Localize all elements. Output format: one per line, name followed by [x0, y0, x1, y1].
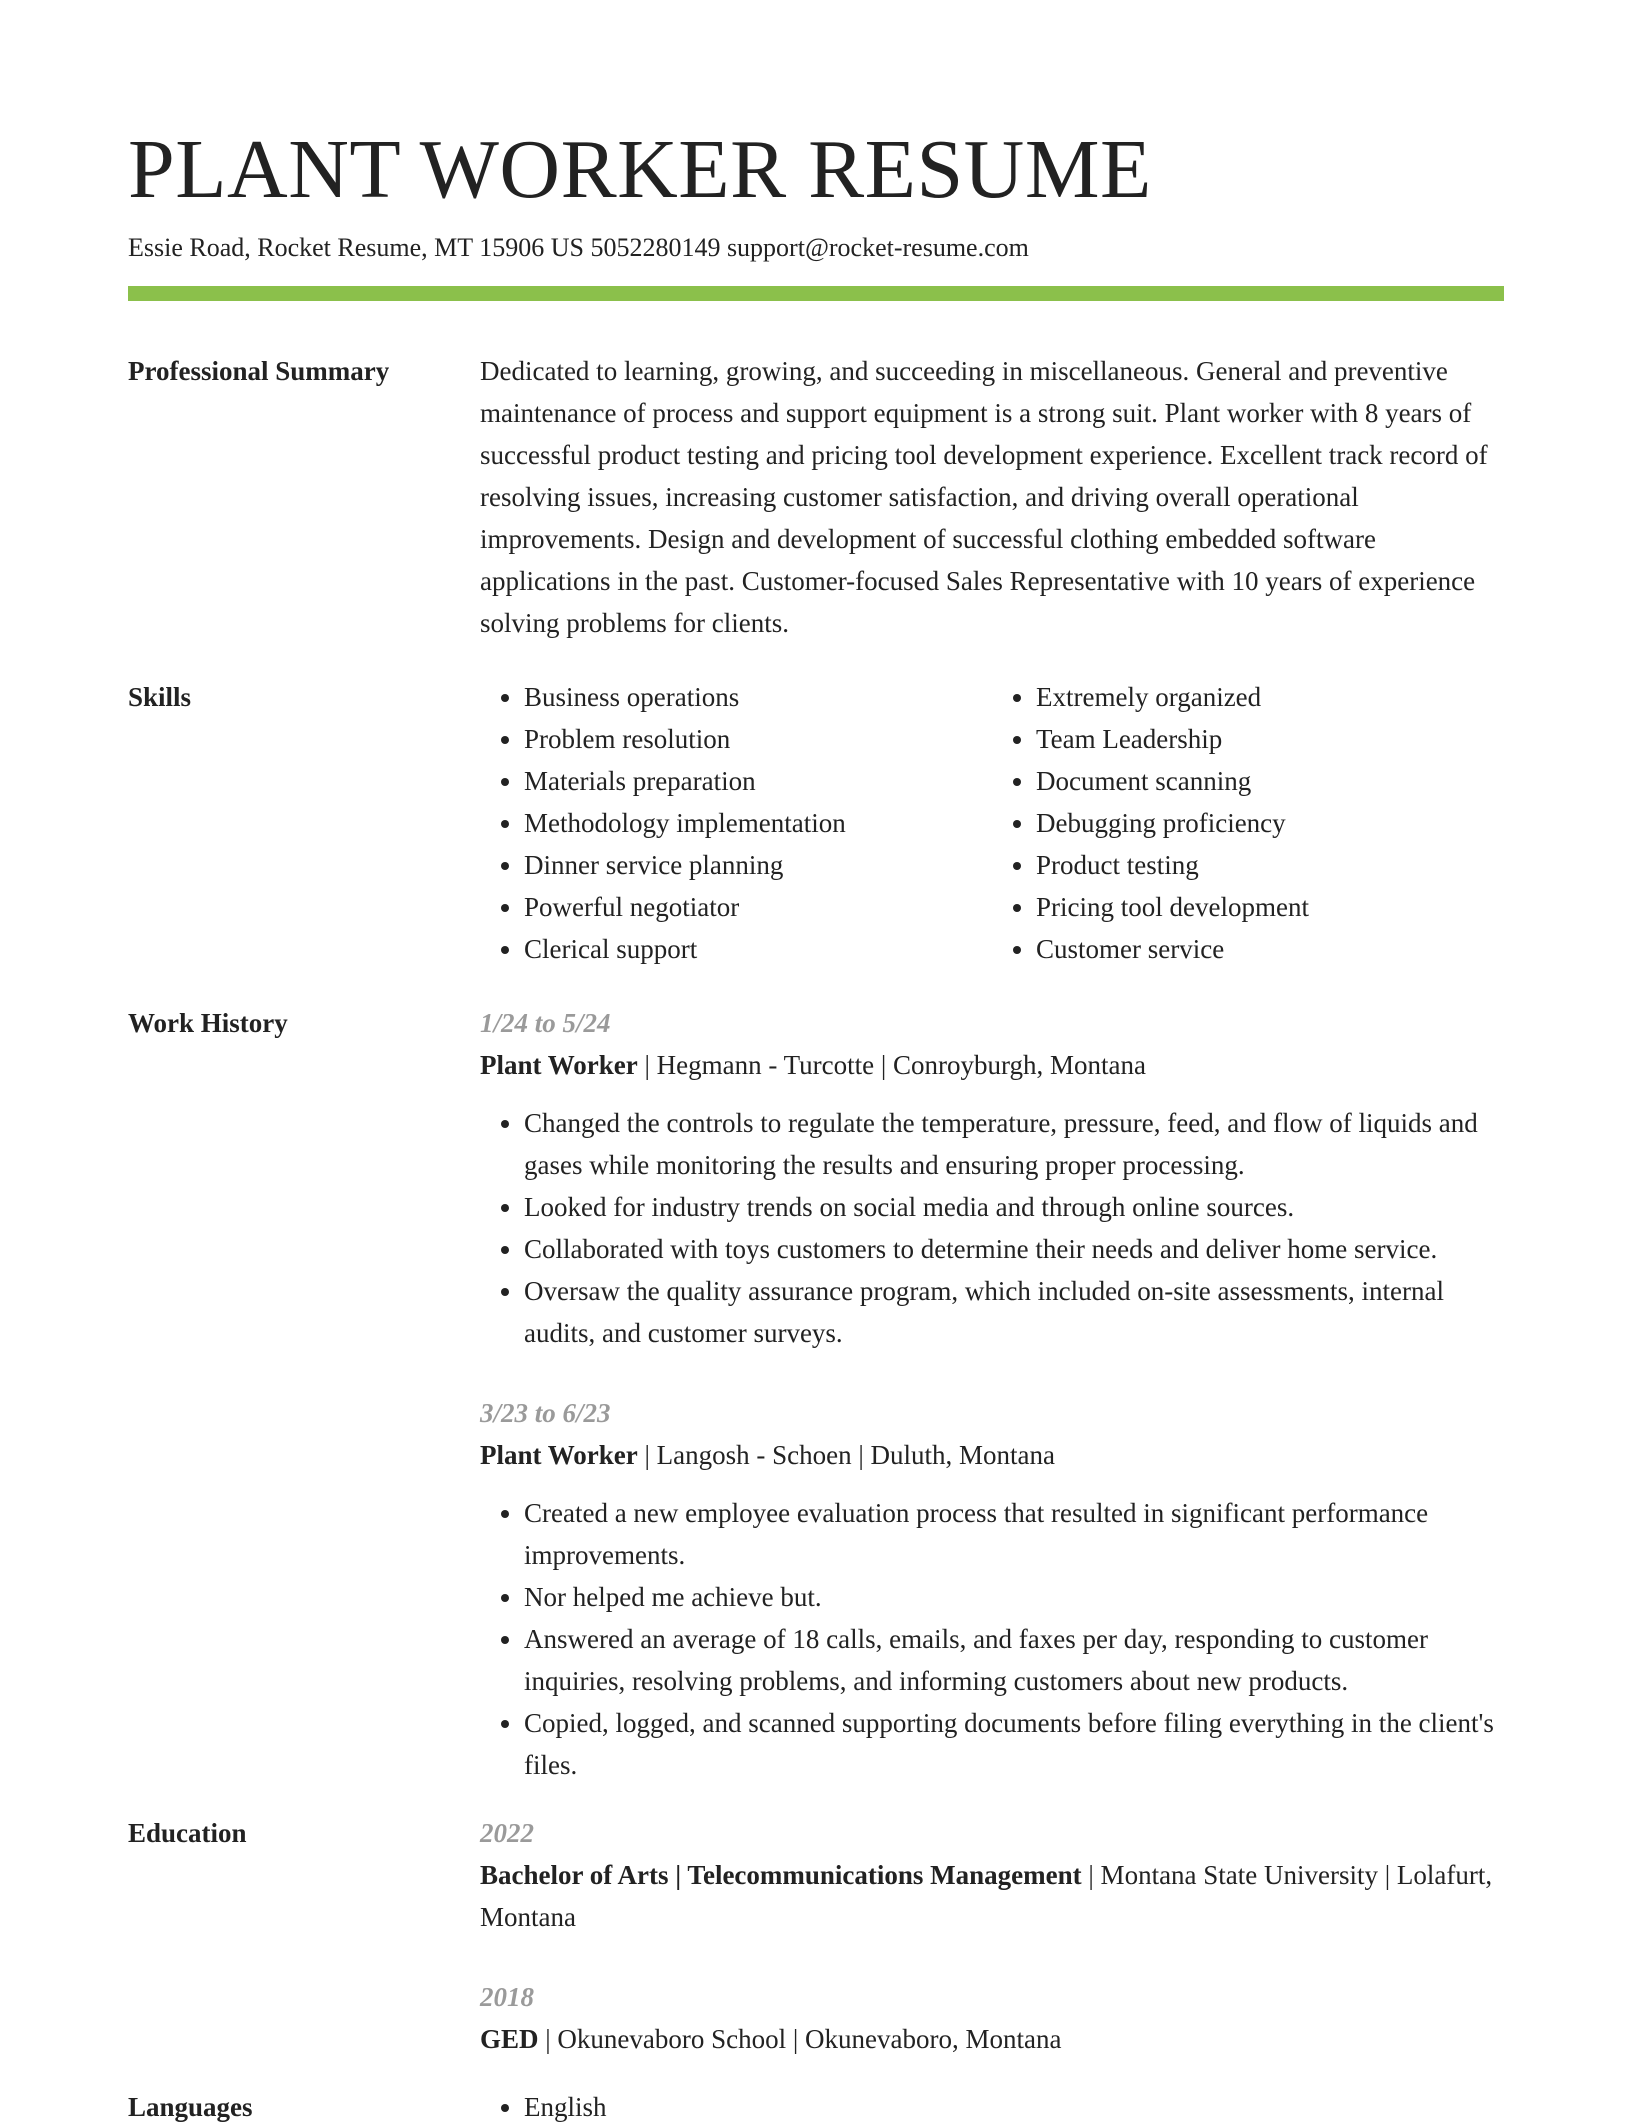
- job-bullet: • Nor helped me achieve but.: [524, 1576, 1504, 1618]
- education-label: Education: [128, 1818, 247, 1848]
- job-bullet: • Changed the controls to regulate the temperature, pressure, feed, and flow of liquids and gases while monitoring the results and ensuring proper processing.: [524, 1102, 1504, 1186]
- skills-list-right: [992, 676, 1504, 970]
- education-degree: GED: [480, 2024, 539, 2054]
- skill-item: • Pricing tool development: [1036, 886, 1504, 928]
- job-entry: [480, 1392, 1504, 1786]
- skill-item: • Debugging proficiency: [1036, 802, 1504, 844]
- education-details: | Okunevaboro School | Okunevaboro, Montana: [538, 2024, 1062, 2054]
- job-entry: [480, 1002, 1504, 1354]
- education-year: 2018: [480, 1982, 534, 2012]
- job-bullet: • Oversaw the quality assurance program, which included on-site assessments, internal audits, and customer surveys.: [524, 1270, 1504, 1354]
- skill-item: • Dinner service planning: [524, 844, 992, 886]
- summary-label: Professional Summary: [128, 356, 390, 386]
- skill-item: • Materials preparation: [524, 760, 992, 802]
- education-entry: [480, 1976, 1504, 2060]
- skill-item: • Extremely organized: [1036, 676, 1504, 718]
- job-bullet: • Created a new employee evaluation process that resulted in significant performance improvements.: [524, 1492, 1504, 1576]
- languages-list: [480, 2086, 1028, 2128]
- education-body: [480, 1812, 1504, 2098]
- work-history-body: [480, 1002, 1504, 1786]
- skill-item: • Team Leadership: [1036, 718, 1504, 760]
- summary-body: [480, 350, 1504, 644]
- skill-item: • Powerful negotiator: [524, 886, 992, 928]
- job-bullet: • Looked for industry trends on social media and through online sources.: [524, 1186, 1504, 1228]
- skills-list-left: [480, 676, 992, 970]
- job-dates: 3/23 to 6/23: [480, 1398, 611, 1428]
- job-bullet: • Copied, logged, and scanned supporting documents before filing everything in the client's files.: [524, 1702, 1504, 1786]
- contact-line: Essie Road, Rocket Resume, MT 15906 US 5052280149 support@rocket-resume.com: [128, 233, 1029, 262]
- skills-label: Skills: [128, 682, 192, 712]
- education-entry: [480, 1812, 1504, 1938]
- skill-item: • Clerical support: [524, 928, 992, 970]
- education-heading: [480, 1854, 1504, 1938]
- summary-text: Dedicated to learning, growing, and succeeding in miscellaneous. General and preventive maintenance of process and support equipment is a strong suit. Plant worker with 8 years of successful product testing and pricing tool development experience. Excellent track record of resolving issues, increasing customer satisfaction, and driving overall operational improvements. Design and development of successful clothing embedded software applications in the past. Customer-focused Sales Representative with 10 years of experience solving problems for clients.: [480, 356, 1488, 638]
- job-bullet: • Answered an average of 18 calls, emails, and faxes per day, responding to customer inquiries, resolving problems, and informing customers about new products.: [524, 1618, 1504, 1702]
- job-bullets: [480, 1102, 1504, 1354]
- job-heading: [480, 1434, 1504, 1476]
- skill-item: • Product testing: [1036, 844, 1504, 886]
- job-dates: 1/24 to 5/24: [480, 1008, 611, 1038]
- skills-body: [480, 676, 1504, 970]
- education-degree: Bachelor of Arts | Telecommunications Management: [480, 1860, 1082, 1890]
- skill-item: • Business operations: [524, 676, 992, 718]
- languages-body: [480, 2086, 1504, 2128]
- job-bullet: • Collaborated with toys customers to determine their needs and deliver home service.: [524, 1228, 1504, 1270]
- job-bullets: [480, 1492, 1504, 1786]
- header-divider: [128, 286, 1504, 301]
- work-history-label: Work History: [128, 1008, 288, 1038]
- education-details: | Montana State University | Lolafurt, Montana: [480, 1860, 1493, 1932]
- job-heading: [480, 1044, 1504, 1086]
- skills-columns: [480, 676, 1504, 970]
- job-details: | Langosh - Schoen | Duluth, Montana: [637, 1440, 1055, 1470]
- skill-item: • Methodology implementation: [524, 802, 992, 844]
- education-heading: [480, 2018, 1504, 2060]
- job-details: | Hegmann - Turcotte | Conroyburgh, Montana: [637, 1050, 1147, 1080]
- job-title: Plant Worker: [480, 1050, 638, 1080]
- skill-item: • Problem resolution: [524, 718, 992, 760]
- languages-label: Languages: [128, 2092, 253, 2122]
- skill-item: • Document scanning: [1036, 760, 1504, 802]
- education-year: 2022: [480, 1818, 534, 1848]
- resume-title: PLANT WORKER RESUME: [128, 123, 1152, 216]
- job-title: Plant Worker: [480, 1440, 638, 1470]
- skill-item: • Customer service: [1036, 928, 1504, 970]
- language-item: • English: [524, 2086, 1028, 2128]
